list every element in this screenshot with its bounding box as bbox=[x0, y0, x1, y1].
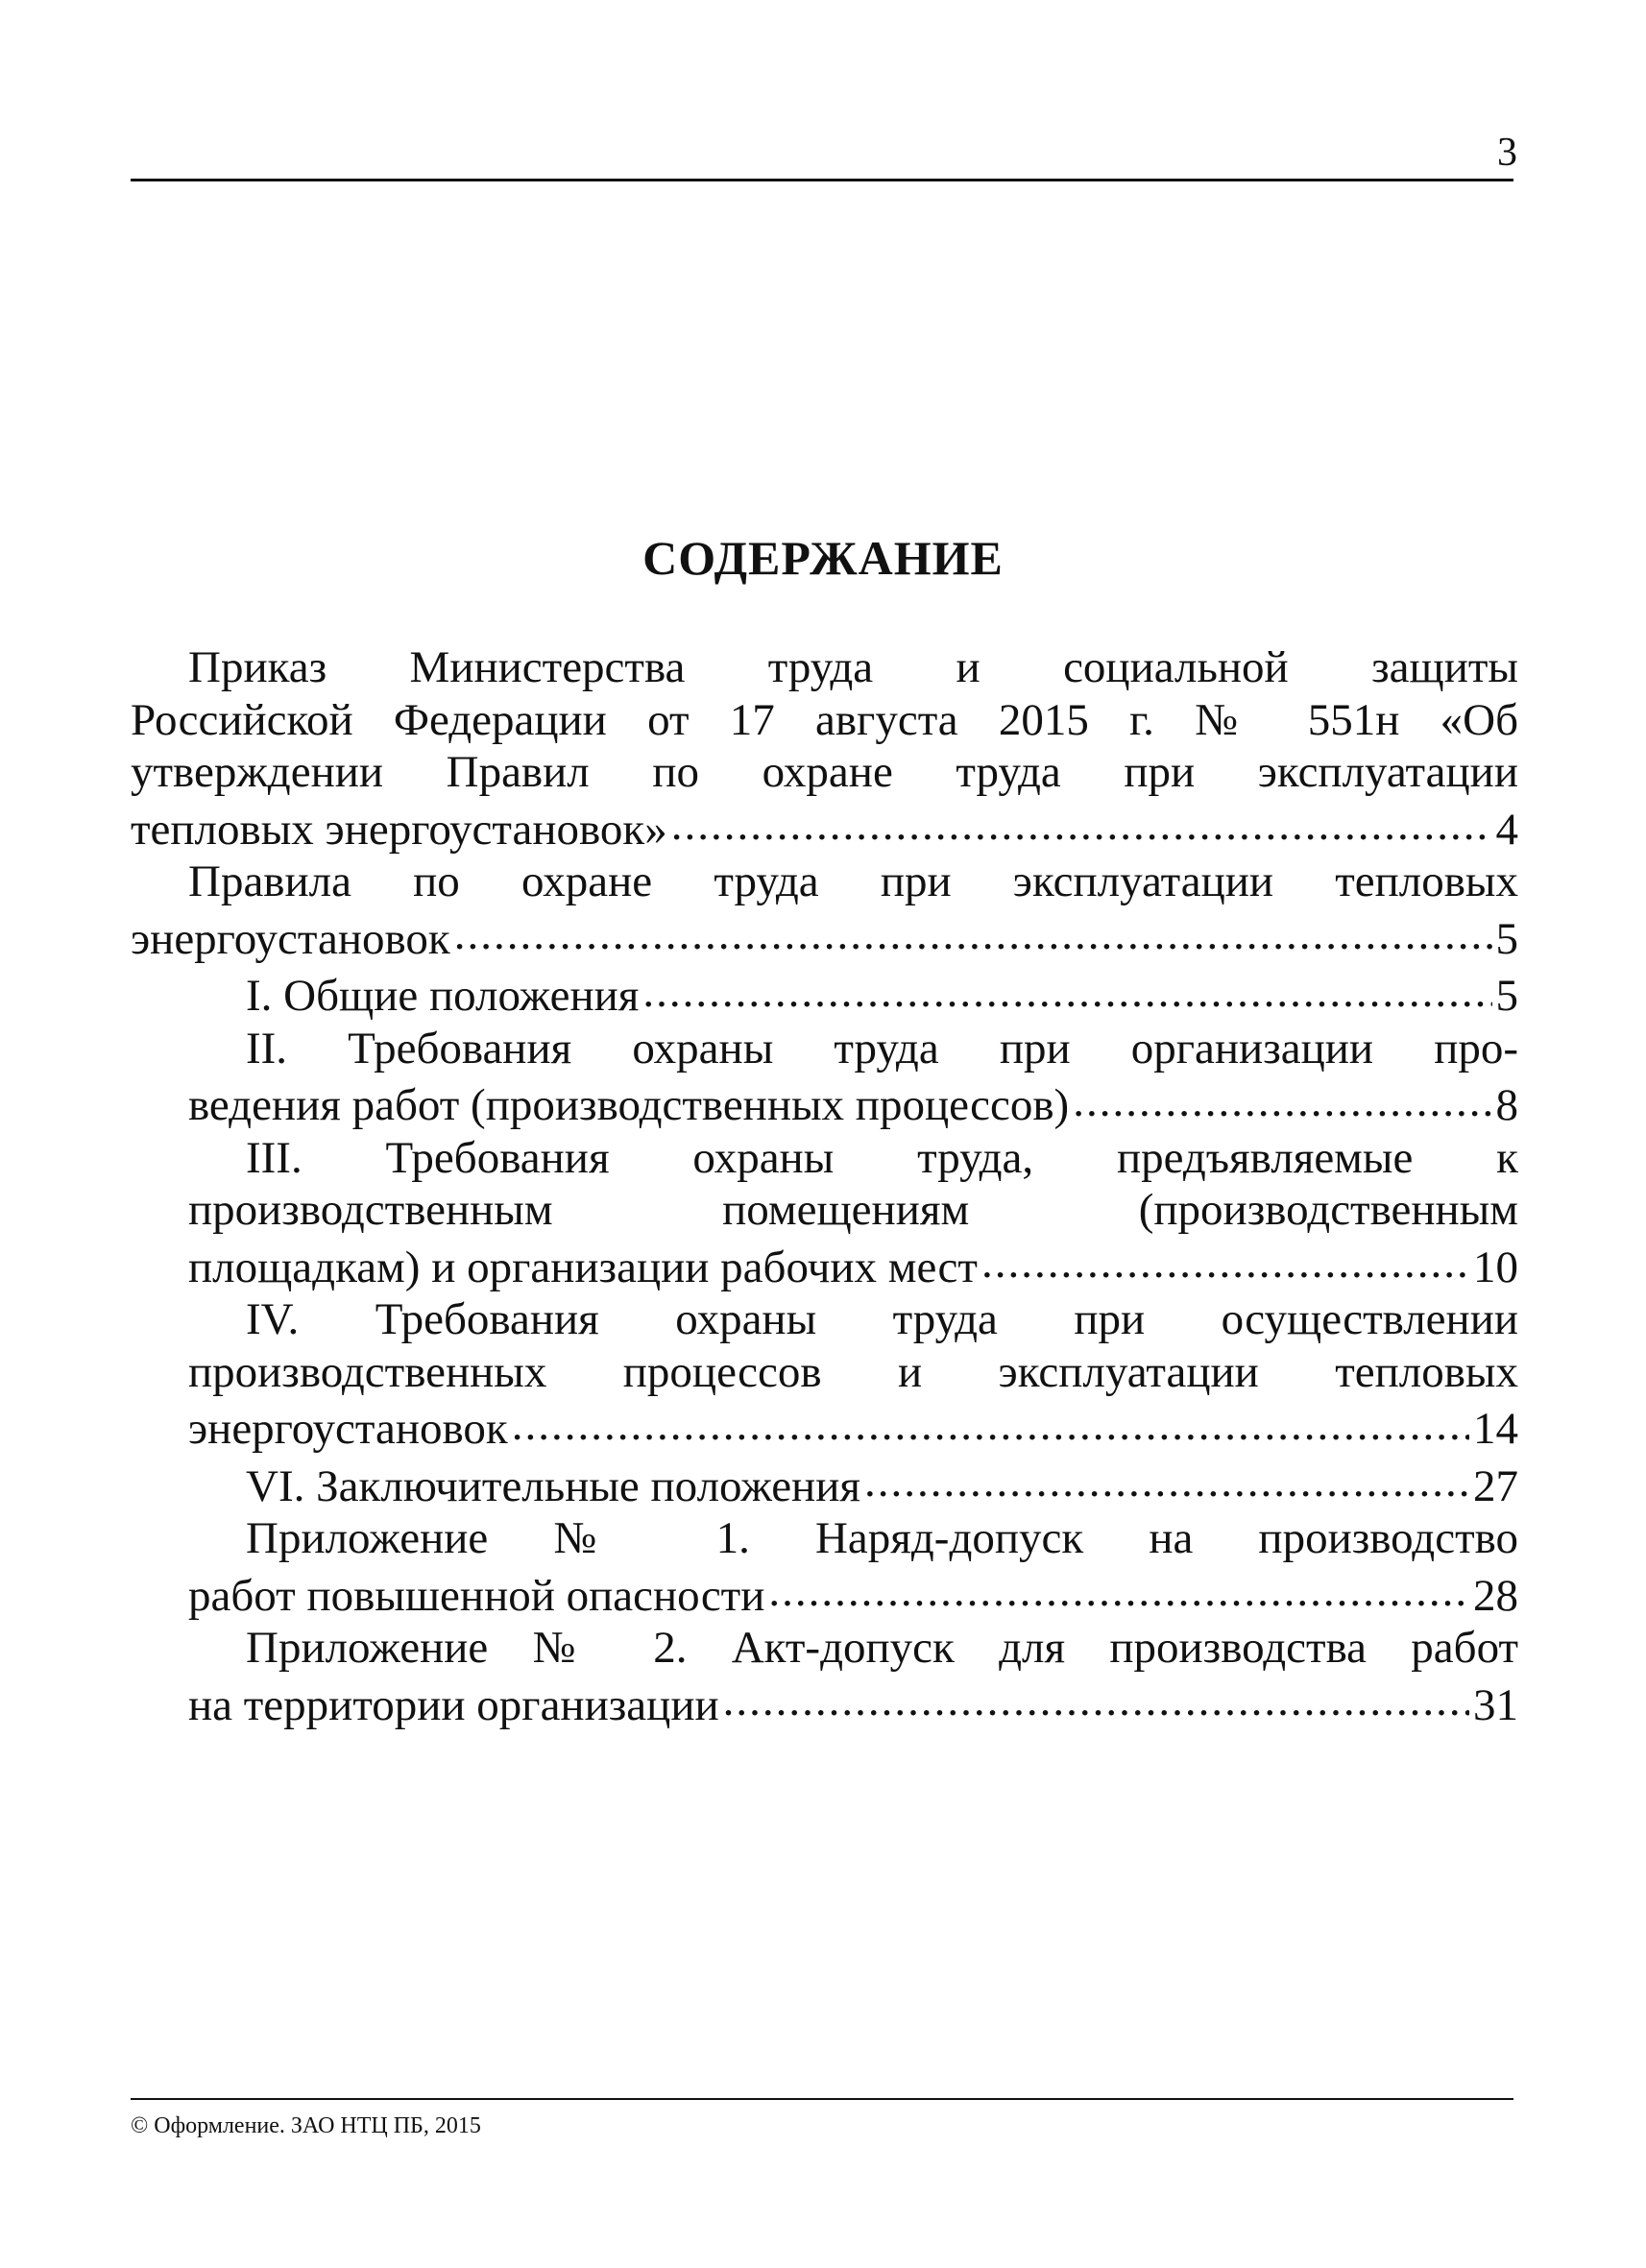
toc-entry-last-line bbox=[188, 1456, 1518, 1513]
toc-entry-text-line: II. Требования охраны труда при организации про- bbox=[246, 1023, 1518, 1074]
toc-entry-text-line: Приказ Министерства труда и социальной защиты bbox=[188, 642, 1518, 692]
toc-entry-text: ведения работ (производственных процессов) bbox=[188, 1080, 1070, 1130]
toc-entry-text-line: Приложение № 1. Наряд-допуск на производство bbox=[246, 1513, 1518, 1563]
toc-page-number: 5 bbox=[1495, 971, 1518, 1021]
toc-page-number: 5 bbox=[1495, 913, 1518, 964]
dot-leader bbox=[671, 799, 1492, 844]
table-of-contents bbox=[131, 641, 1518, 1731]
toc-entry-text-line: Правила по охране труда при эксплуатации тепловых bbox=[188, 857, 1518, 906]
toc-entry-text: энергоустановок bbox=[188, 1404, 508, 1454]
dot-leader bbox=[1073, 1074, 1491, 1120]
dot-leader bbox=[512, 1398, 1469, 1443]
toc-entry-last-line bbox=[188, 965, 1518, 1023]
toc-entry-text-line: IV. Требования охраны труда при осуществлении bbox=[246, 1294, 1518, 1344]
toc-entry-text: I. Общие положения bbox=[246, 971, 640, 1021]
toc-page-number: 8 bbox=[1495, 1080, 1518, 1130]
toc-entry-last-line bbox=[188, 1565, 1518, 1623]
toc-page-number: 10 bbox=[1473, 1242, 1518, 1292]
dot-leader bbox=[981, 1237, 1469, 1282]
toc-entry-text-line: утверждении Правил по охране труда при эксплуатации bbox=[131, 747, 1518, 797]
toc-entry-section-1[interactable] bbox=[131, 965, 1518, 1023]
toc-entry-text: тепловых энергоустановок» bbox=[131, 804, 667, 855]
toc-entry-text: работ повышенной опасности bbox=[188, 1570, 765, 1621]
toc-page-number: 4 bbox=[1495, 804, 1518, 855]
toc-entry-last-line bbox=[188, 1675, 1518, 1732]
toc-entry-rules[interactable] bbox=[131, 856, 1518, 965]
toc-entry-text-line: производственных процессов и эксплуатации тепловых bbox=[188, 1346, 1518, 1397]
footer-rule bbox=[131, 2098, 1513, 2100]
toc-entry-section-6[interactable] bbox=[131, 1456, 1518, 1513]
toc-entry-text-line: Приложение № 2. Акт-допуск для производства работ bbox=[246, 1623, 1518, 1673]
toc-entry-section-3[interactable] bbox=[131, 1132, 1518, 1294]
dot-leader bbox=[864, 1456, 1469, 1501]
toc-page-number: 31 bbox=[1473, 1679, 1518, 1730]
toc-entry-appendix-2[interactable] bbox=[131, 1622, 1518, 1731]
toc-entry-section-2[interactable] bbox=[131, 1023, 1518, 1132]
toc-entry-order[interactable] bbox=[131, 641, 1518, 856]
toc-entry-last-line bbox=[131, 908, 1518, 966]
toc-entry-last-line bbox=[131, 799, 1518, 857]
page-number: 3 bbox=[1497, 131, 1517, 175]
toc-entry-last-line bbox=[188, 1398, 1518, 1456]
toc-entry-last-line bbox=[188, 1074, 1518, 1132]
toc-entry-text: VI. Заключительные положения bbox=[246, 1460, 860, 1511]
toc-page-number: 28 bbox=[1473, 1570, 1518, 1621]
dot-leader bbox=[723, 1675, 1469, 1720]
toc-entry-text: площадкам) и организации рабочих мест bbox=[188, 1242, 978, 1292]
toc-entry-last-line bbox=[188, 1237, 1518, 1294]
toc-entry-appendix-1[interactable] bbox=[131, 1512, 1518, 1622]
dot-leader bbox=[768, 1565, 1469, 1610]
toc-entry-text-line: производственным помещениям (производственным bbox=[188, 1185, 1518, 1235]
toc-entry-section-4[interactable] bbox=[131, 1293, 1518, 1456]
toc-entry-text-line: III. Требования охраны труда, предъявляемые к bbox=[246, 1132, 1518, 1183]
copyright-footer: © Оформление. ЗАО НТЦ ПБ, 2015 bbox=[131, 2113, 481, 2138]
toc-page-number: 14 bbox=[1473, 1404, 1518, 1454]
toc-entry-text: энергоустановок bbox=[131, 913, 450, 964]
dot-leader bbox=[642, 965, 1491, 1010]
toc-entry-text-line: Российской Федерации от 17 августа 2015 г. № 551н «Об bbox=[131, 694, 1518, 745]
toc-page-number: 27 bbox=[1473, 1460, 1518, 1511]
dot-leader bbox=[454, 908, 1492, 953]
toc-title: СОДЕРЖАНИЕ bbox=[642, 531, 1004, 585]
toc-entry-text: на территории организации bbox=[188, 1679, 719, 1730]
header-rule bbox=[131, 179, 1513, 181]
